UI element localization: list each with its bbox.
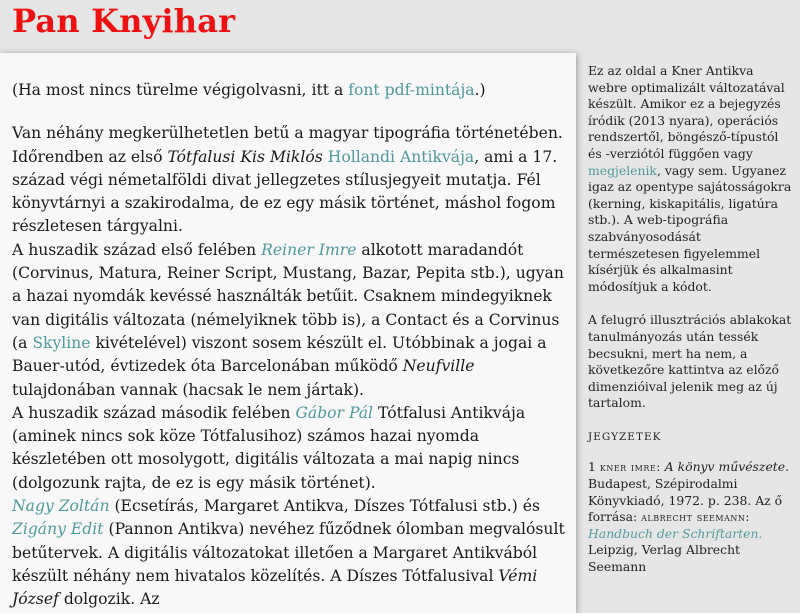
intro-paragraph: (Ha most nincs türelme végigolvasni, itt a font pdf-mintája.)	[12, 81, 486, 99]
zigany-edit-link[interactable]: Zigány Edit	[12, 520, 104, 539]
footnote-title: A könyv művészete	[664, 459, 786, 475]
megjelenik-link[interactable]: megjelenik	[588, 162, 657, 178]
font-pdf-sample-link[interactable]: font pdf-mintája	[348, 81, 475, 99]
nagy-zoltan-link[interactable]: Nagy Zoltán	[12, 497, 110, 516]
reiner-imre-link[interactable]: Reiner Imre	[261, 240, 357, 259]
footnote-author: kner imre:	[599, 460, 661, 475]
sidebar-note-popups: A felugró illusztrációs ablakokat tanulmányozás után tessék becsukni, mert ha nem, a következőre kattintva az előző dimenzióival jelenik meg az új tartalom.	[588, 312, 792, 411]
paragraph-reiner: A huszadik század első felében Reiner Imre alkotott maradandót (Corvinus, Matura, Reiner Script, Mustang, Bazar, Pepita stb.), ugyan a hazai nyomdák kevéssé használták betűit. Csaknem mindegyiknek van digitális változata (némelyiknek több is), a Contact és a Corvinus (a Skyline kivételével) viszont sosem készült el. Utóbbinak a jogai a Bauer-utód, évtizedek óta Barcelonában működő Neufville tulajdonában vannak (hacsak le nem jártak).	[12, 240, 564, 399]
hollandi-antikva-link[interactable]: Hollandi Antikvája	[327, 147, 475, 166]
sidebar	[588, 63, 793, 593]
footnote-1: 1 kner imre: A könyv művészete. Budapest, Szépirodalmi Könyvkiadó, 1972. p. 238. Az ő forrása: albrecht seemann: Handbuch der Schriftarten. Leipzig, Verlag Albrecht Seemann	[588, 459, 790, 575]
handbuch-link[interactable]: Handbuch der Schriftarten.	[588, 525, 763, 541]
main-content	[0, 53, 576, 613]
gabor-pal-link[interactable]: Gábor Pál	[295, 403, 374, 422]
notes-heading: JEGYZETEK	[588, 430, 662, 443]
page-title: Pan Knyihar	[12, 2, 236, 40]
footnote-number: 1	[588, 459, 596, 475]
vemi-jozsef-name: Vémi József	[12, 566, 538, 609]
sidebar-note-font: Ez az oldal a Kner Antikva webre optimalizált változatával készült. Amikor ez a bejegyzés íródik (2013 nyara), operációs rendszertől, böngésző-típustól és -verziótól függően vagy megjelenik, vagy sem. Ugyanez igaz az opentype sajátosságokra (kerning, kiskapitális, ligatúra stb.). A web-tipográfia szabványosodását természetesen figyelemmel kísérjük és alkalmasint módosítjuk a kódot.	[588, 63, 792, 294]
footnote-author-2: albrecht seemann:	[641, 510, 750, 525]
paragraph-gabor: A huszadik század második felében Gábor Pál Tótfalusi Antikvája (aminek nincs sok köze Tótfalusihoz) számos hazai nyomda készletében ott mosolygott, digitális változata a mai napig nincs (dolgozunk rajta, de ez is egy másik történet).	[12, 403, 526, 492]
paragraph-hollandi: Van néhány megkerülhetetlen betű a magyar tipográfia történetében. Időrendben az első Tótfalusi Kis Miklós Hollandi Antikvája, ami a 17. század végi németalföldi divat jellegzetes stílusjegyeit mutatja. Fél könyvtárnyi a szakirodalma, de ez egy másik történet, máshol fogom részletesen tárgyalni.	[12, 124, 563, 236]
person-name: Tótfalusi Kis Miklós	[167, 147, 323, 166]
paragraph-nagy: Nagy Zoltán (Ecsetírás, Margaret Antikva, Díszes Tótfalusi stb.) és Zigány Edit (Pannon Antikva) nevéhez fűződnek ólomban megvalósult betűtervek. A digitális változatokat illetően a Margaret Antikvából készült néhány nem hivatalos közelítés. A Díszes Tótfalusival Vémi József dolgozik. Az	[12, 497, 565, 609]
skyline-link[interactable]: Skyline	[32, 333, 91, 352]
neufville-name: Neufville	[402, 357, 475, 376]
